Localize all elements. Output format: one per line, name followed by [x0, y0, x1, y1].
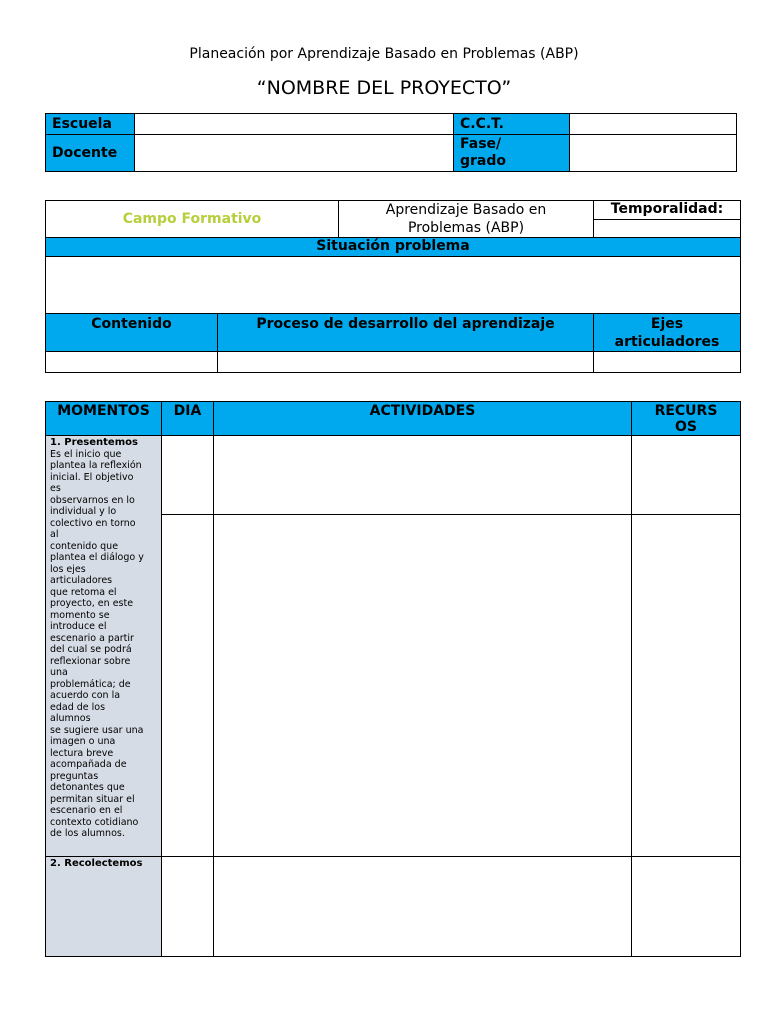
ejes-line-2: articuladores: [614, 334, 720, 350]
moment-1-actividades-a[interactable]: [214, 436, 632, 515]
moment-2-title: 2. Recolectemos: [50, 858, 143, 869]
proceso-header: Proceso de desarrollo del aprendizaje: [218, 314, 594, 352]
proceso-field[interactable]: [218, 352, 594, 373]
fase-grado-field[interactable]: [570, 135, 737, 172]
moment-1-line: imagen o una: [50, 736, 116, 747]
moment-1-line: contenido que: [50, 540, 119, 552]
moment-1-line: inicial. El objetivo: [50, 471, 134, 483]
moment-1-line: plantea el diálogo y: [50, 552, 144, 563]
moment-1-line: es: [50, 483, 61, 494]
abp-line-2: Problemas (ABP): [407, 220, 525, 236]
moment-1-line: se sugiere usar una: [50, 724, 144, 736]
ejes-line-1: Ejes: [650, 316, 684, 332]
moment-2-dia[interactable]: [162, 857, 214, 957]
moment-2-cell: [46, 857, 162, 957]
moment-1-line: los ejes: [50, 563, 86, 575]
actividades-header: ACTIVIDADES: [214, 402, 632, 436]
moment-1-line: alumnos: [50, 713, 91, 724]
moment-1-line: proyecto, en este: [50, 598, 134, 609]
moment-2-recursos[interactable]: [632, 857, 741, 957]
grado-label: grado: [460, 153, 507, 169]
moment-1-line: problemática; de: [50, 678, 131, 690]
moment-1-recursos-a[interactable]: [632, 436, 741, 515]
temporalidad-field[interactable]: [594, 220, 741, 238]
moment-1-line: edad de los: [50, 701, 106, 713]
moment-1-line: que retoma el: [50, 586, 117, 598]
moment-1-recursos-b[interactable]: [632, 515, 741, 857]
moment-1-line: lectura breve: [50, 747, 114, 759]
moment-1-line: del cual se podrá: [50, 644, 132, 655]
moment-1-line: observarnos en lo: [50, 494, 135, 506]
moment-1-dia-b[interactable]: [162, 515, 214, 857]
school-info-table: [45, 113, 737, 172]
contenido-field[interactable]: [46, 352, 218, 373]
moment-1-line: detonantes que: [50, 782, 125, 793]
moment-1-line: de los alumnos.: [50, 828, 125, 839]
fase-label: Fase/: [460, 136, 502, 152]
docente-field[interactable]: [135, 135, 454, 172]
fase-grado-label: [454, 135, 570, 172]
escuela-label: Escuela: [46, 114, 135, 135]
moment-1-line: preguntas: [50, 770, 99, 782]
moment-1-title: 1. Presentemos: [50, 437, 138, 448]
abp-label: [339, 201, 594, 238]
project-title: “NOMBRE DEL PROYECTO”: [256, 77, 512, 99]
moment-1-dia-a[interactable]: [162, 436, 214, 515]
moment-2-actividades[interactable]: [214, 857, 632, 957]
abp-line-1: Aprendizaje Basado en: [385, 202, 547, 218]
moment-1-cell: [46, 436, 162, 857]
moment-1-line: plantea la reflexión: [50, 460, 142, 471]
moment-1-line: escenario a partir: [50, 632, 134, 644]
moment-1-line: colectivo en torno: [50, 517, 136, 529]
recursos-header: [632, 402, 741, 436]
ejes-header: [594, 314, 741, 352]
moment-1-line: una: [50, 667, 68, 678]
moment-1-line: individual y lo: [50, 506, 117, 517]
situacion-problema-header: Situación problema: [46, 238, 741, 257]
moment-1-line: acuerdo con la: [50, 690, 121, 701]
moment-1-line: momento se: [50, 609, 110, 621]
cct-label: C.C.T.: [454, 114, 570, 135]
recursos-line-1: RECURS: [654, 403, 718, 419]
moment-1-line: al: [50, 529, 59, 540]
page-subtitle: Planeación por Aprendizaje Basado en Problemas (ABP): [189, 46, 579, 62]
moment-1-line: permitan situar el: [50, 793, 135, 805]
recursos-line-2: OS: [675, 419, 697, 435]
moment-1-line: introduce el: [50, 621, 107, 632]
moment-1-line: reflexionar sobre: [50, 655, 131, 667]
dia-header: DIA: [162, 402, 214, 436]
cct-field[interactable]: [570, 114, 737, 135]
momentos-table: [45, 401, 741, 957]
moment-1-line: Es el inicio que: [50, 448, 122, 460]
docente-label: Docente: [46, 135, 135, 172]
situacion-problema-field[interactable]: [46, 257, 741, 314]
moment-1-line: escenario en el: [50, 805, 123, 816]
moment-1-line: acompañada de: [50, 759, 127, 770]
campo-formativo-table: [45, 200, 741, 373]
moment-1-actividades-b[interactable]: [214, 515, 632, 857]
campo-formativo-heading: Campo Formativo: [46, 201, 339, 238]
contenido-header: Contenido: [46, 314, 218, 352]
moment-1-line: articuladores: [50, 575, 113, 586]
temporalidad-label: Temporalidad:: [594, 201, 741, 220]
ejes-field[interactable]: [594, 352, 741, 373]
momentos-header: MOMENTOS: [46, 402, 162, 436]
moment-1-line: contexto cotidiano: [50, 816, 139, 828]
moment-1-description: [50, 449, 157, 840]
escuela-field[interactable]: [135, 114, 454, 135]
